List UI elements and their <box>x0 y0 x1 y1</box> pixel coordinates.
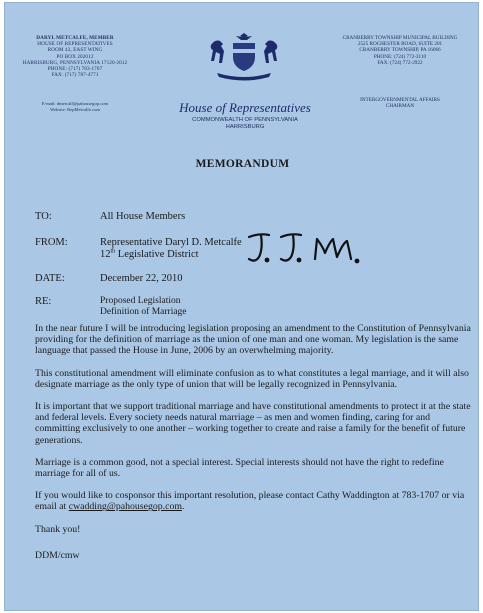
harrisburg-line: HARRISBURG <box>225 124 265 130</box>
letterhead-left-line: PHONE: (717) 783-1707 <box>47 66 103 73</box>
date-label: DATE: <box>35 273 65 284</box>
house-of-representatives-title: House of Representatives <box>179 100 311 115</box>
letterhead-left-line: PO BOX 202012 <box>56 53 94 60</box>
committee-title <box>335 97 465 109</box>
from-name: Representative Daryl D. Metcalfe <box>100 237 242 248</box>
body-paragraph: Marriage is a common good, not a special interest. Special interests should not have the right to redefine marriage for all of us. <box>35 456 444 480</box>
letterhead <box>5 25 480 155</box>
letterhead-website: Website: RepMetcalfe.com <box>50 106 100 112</box>
letterhead-left-line: DARYL METCALFE, MEMBER <box>36 35 114 41</box>
to-value: All House Members <box>100 211 186 222</box>
memo-page <box>4 2 479 611</box>
contact-text: If you would like to cosponsor this important resolution, please contact Cathy Waddington at 783-1707 or via email at <box>35 490 465 513</box>
body-paragraph: This constitutional amendment will eliminate confusion as to what constitutes a legal marriage, and it will also designate marriage as the only type of union that will be legally recognized in Pennsylvania. <box>35 367 469 390</box>
letterhead-right-line: 2525 ROCHESTER ROAD, SUITE 201 <box>357 41 443 48</box>
letterhead-right-line: CRANBERRY TOWNSHIP MUNICIPAL BUILDING <box>342 35 458 41</box>
letterhead-left-address <box>19 35 131 78</box>
letterhead-left-line: HARRISBURG, PENNSYLVANIA 17120-2012 <box>22 59 128 66</box>
from-value <box>100 237 242 260</box>
letterhead-left-line: ROOM 43, EAST WING <box>47 47 103 54</box>
pennsylvania-coat-of-arms-icon <box>203 31 285 83</box>
re-value <box>100 296 187 317</box>
closing-initials: DDM/cmw <box>35 549 80 561</box>
handwritten-signature <box>243 229 373 269</box>
re-line: Proposed Legislation <box>100 296 181 306</box>
re-line: Definition of Marriage <box>100 306 187 317</box>
contact-email-link[interactable]: cwadding@pahousegop.com <box>68 501 182 513</box>
district-ordinal: th <box>110 248 116 254</box>
body-paragraph: It is important that we support traditional marriage and have constitutional amendments to protect it at the state and federal levels. Every society needs natural marriage – as men and women finding, caring for and committing exclusively to one another – working together to create and raise a family for the benefit of future generations. <box>35 401 471 446</box>
from-label: FROM: <box>35 237 68 248</box>
letterhead-email: E-mail: dmetcalf@pahousegop.com <box>41 101 109 106</box>
closing-thanks: Thank you! <box>35 523 81 535</box>
memorandum-title: MEMORANDUM <box>195 158 290 170</box>
letterhead-right-line: PHONE: (724) 772-3110 <box>373 53 427 60</box>
from-district <box>100 249 242 261</box>
letterhead-right-line: CRANBERRY TOWNSHIP, PA 16066 <box>359 47 441 54</box>
district-text: Legislative District <box>115 248 199 260</box>
letterhead-left-line: FAX: (717) 787-4771 <box>51 72 99 79</box>
commonwealth-line: COMMONWEALTH OF PENNSYLVANIA <box>192 117 298 123</box>
house-subtitle <box>155 117 335 131</box>
memo-body <box>35 323 473 572</box>
letterhead-right-address <box>335 35 465 66</box>
district-number: 12 <box>100 248 111 260</box>
contact-end: . <box>181 501 185 513</box>
committee-line: INTERGOVERNMENTAL AFFAIRS <box>360 97 440 103</box>
body-paragraph-contact <box>35 490 473 512</box>
re-label: RE: <box>35 296 52 307</box>
body-paragraph: In the near future I will be introducing legislation proposing an amendment to the Constitution of Pennsylvania providing for the definition of marriage as the union of one man and one woman. My legislation is the same language that passed the House in June, 2006 by an overwhelming majority. <box>35 323 471 357</box>
letterhead-right-line: FAX: (724) 772-2922 <box>377 59 423 66</box>
date-value: December 22, 2010 <box>100 273 183 284</box>
letterhead-left-line: HOUSE OF REPRESENTATIVES <box>37 41 113 48</box>
committee-line: CHAIRMAN <box>385 103 415 110</box>
to-label: TO: <box>35 211 52 222</box>
letterhead-contact-web <box>19 101 131 112</box>
